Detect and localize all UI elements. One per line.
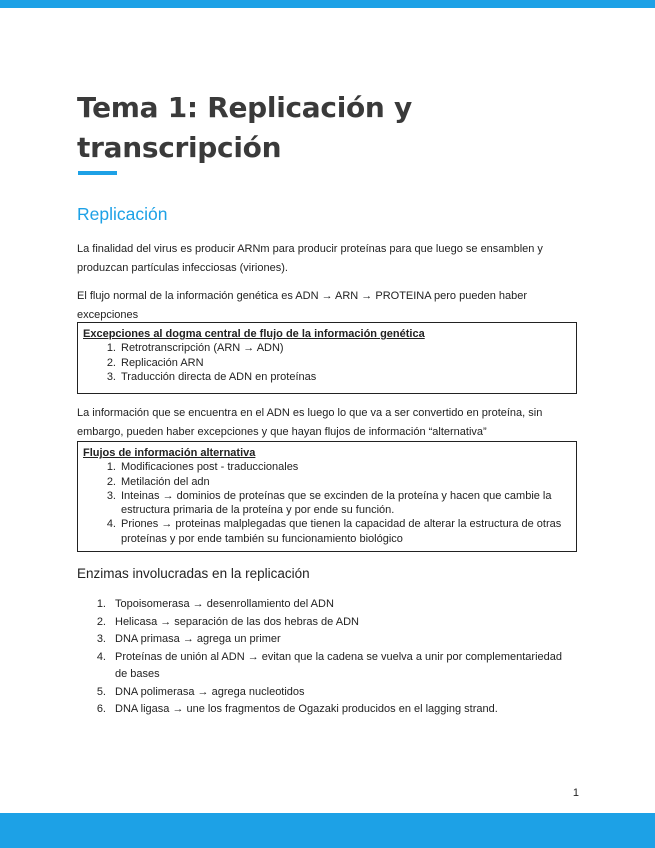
list-item: 1. Modificaciones post - traduccionales (106, 461, 299, 474)
list-item: 3. Traducción directa de ADN en proteínas (106, 370, 317, 383)
alternative-flows-box-title: Flujos de información alternativa (83, 447, 256, 459)
exceptions-box-title: Excepciones al dogma central de flujo de la información genética (83, 328, 425, 340)
list-item: 6. DNA ligasa → une los fragmentos de Ogazaki producidos en el lagging strand. (96, 703, 498, 715)
top-accent-bar (0, 0, 655, 8)
list-item: 1. Retrotranscripción (ARN → ADN) (106, 342, 284, 355)
enzymes-list (77, 596, 577, 719)
exceptions-list (83, 341, 576, 384)
paragraph-flujo-normal: El flujo normal de la información genética es ADN → ARN → PROTEINA pero pueden haber excepciones (77, 290, 528, 321)
alternative-flows-list (83, 460, 576, 546)
list-item: 1. Topoisomerasa → desenrollamiento del ADN (96, 598, 334, 610)
list-item: 4. Priones → proteinas malplegadas que tienen la capacidad de alterar la estructura de otras proteínas y por ende también su funcionamiento biológico (106, 518, 562, 545)
exceptions-box (77, 322, 577, 394)
paragraph-informacion-adn: La información que se encuentra en el ADN es luego lo que va a ser convertido en proteína, sin embargo, pueden haber excepciones y que hayan flujos de información “alternativa” (77, 407, 543, 438)
list-item: 2. Replicación ARN (106, 356, 204, 369)
title-underline-rule (78, 171, 117, 175)
bottom-accent-bar (0, 813, 655, 848)
list-item: 3. Inteinas → dominios de proteínas que se excinden de la proteína y hacen que cambie la estructura primaria de la proteína y por ende su función. (106, 489, 552, 517)
paragraph-finalidad: La finalidad del virus es producir ARNm para producir proteínas para que luego se ensamblen y produzcan partículas infecciosas (viriones). (77, 243, 543, 274)
subheading-enzimas: Enzimas involucradas en la replicación (77, 566, 310, 581)
list-item: 5. DNA polimerasa → agrega nucleotidos (96, 685, 305, 698)
list-item: 2. Metilación del adn (106, 475, 210, 488)
section-heading-replicacion: Replicación (77, 204, 168, 224)
document-title: Tema 1: Replicación y transcripción (77, 91, 412, 164)
page-number: 1 (572, 787, 579, 799)
list-item: 3. DNA primasa → agrega un primer (96, 633, 281, 645)
alternative-flows-box (77, 441, 577, 552)
list-item: 2. Helicasa → separación de las dos hebras de ADN (96, 615, 359, 628)
list-item: 4. Proteínas de unión al ADN → evitan que la cadena se vuelva a unir por complementariedad de bases (96, 650, 562, 680)
